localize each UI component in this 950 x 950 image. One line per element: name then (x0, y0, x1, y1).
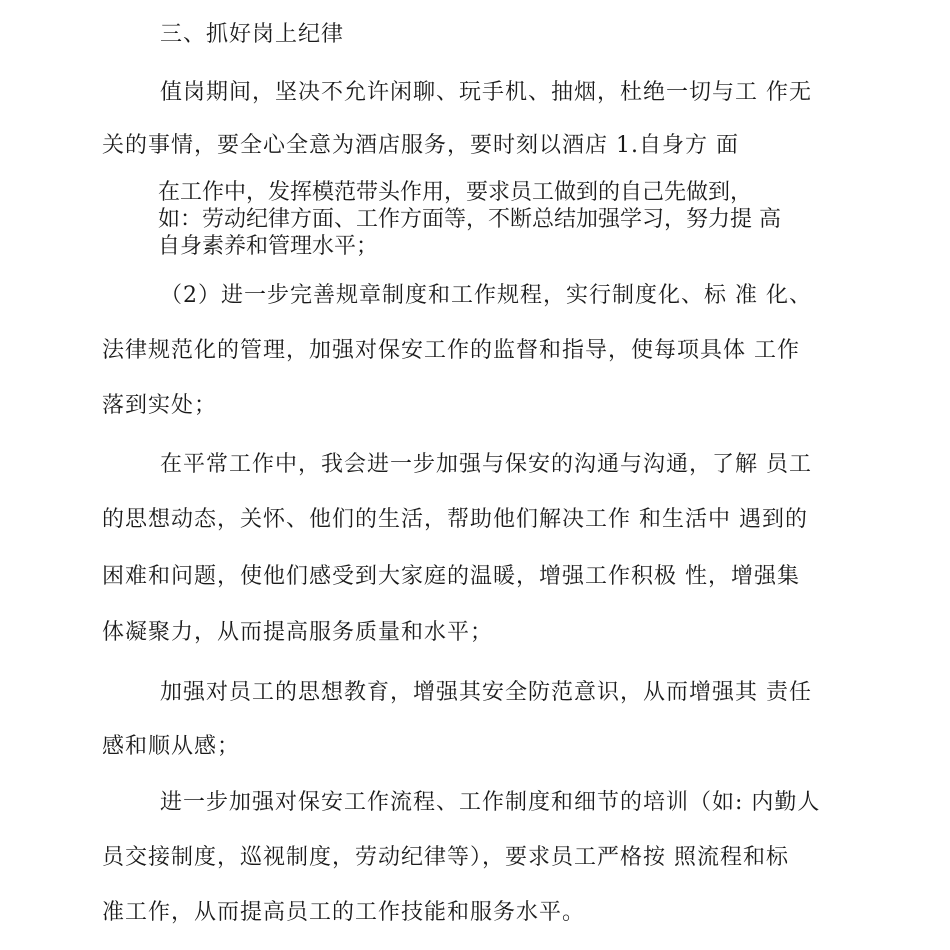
paragraph-line: 准工作，从而提高员工的工作技能和服务水平。 (102, 900, 586, 925)
paragraph-line: 进一步加强对保安工作流程、工作制度和细节的培训（如: 内勤人 (160, 790, 821, 815)
paragraph-line: 体凝聚力，从而提高服务质量和水平； (102, 620, 494, 645)
paragraph-line: 的思想动态，关怀、他们的生活，帮助他们解决工作 和生活中 遇到的 (102, 507, 808, 532)
paragraph-line: 法律规范化的管理，加强对保安工作的监督和指导，使每项具体 工作 (102, 338, 800, 363)
paragraph-line: 值岗期间，坚决不允许闲聊、玩手机、抽烟，杜绝一切与工 作无 (160, 80, 812, 105)
paragraph-line: 自身素养和管理水平； (158, 234, 379, 259)
paragraph-line: 在工作中，发挥模范带头作用，要求员工做到的自己先做到， (158, 180, 753, 205)
paragraph-line: 如：劳动纪律方面、工作方面等，不断总结加强学习，努力提 高 (158, 207, 781, 232)
paragraph-line: 感和顺从感； (102, 734, 241, 759)
paragraph-line: （2）进一步完善规章制度和工作规程，实行制度化、标 准 化、 (160, 283, 812, 308)
paragraph-line: 落到实处； (102, 393, 218, 418)
paragraph-line: 困难和问题，使他们感受到大家庭的温暖，增强工作积极 性，增强集 (102, 564, 800, 589)
paragraph-line: 关的事情，要全心全意为酒店服务，要时刻以酒店 1.自身方 面 (102, 133, 739, 158)
paragraph-line: 加强对员工的思想教育，增强其安全防范意识，从而增强其 责任 (160, 680, 812, 705)
paragraph-line: 在平常工作中，我会进一步加强与保安的沟通与沟通，了解 员工 (160, 452, 812, 477)
section-heading: 三、抓好岗上纪律 (160, 22, 345, 47)
paragraph-line: 员交接制度，巡视制度，劳动纪律等），要求员工严格按 照流程和标 (102, 845, 789, 870)
